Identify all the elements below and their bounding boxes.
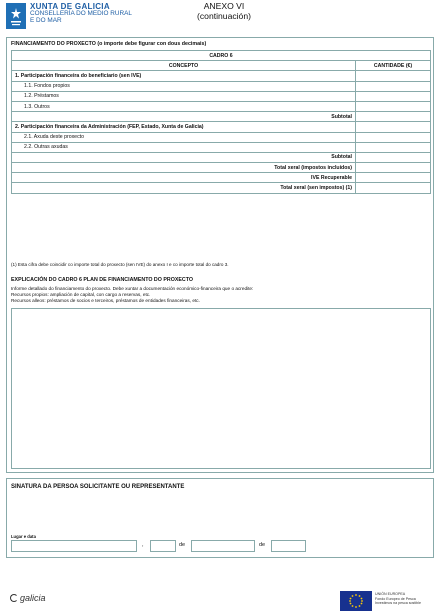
xunta-logo-icon: [6, 3, 26, 29]
table-row: [12, 163, 431, 173]
de-separator: de: [179, 542, 186, 548]
place-date-label: Lugar e data: [11, 534, 36, 539]
org-block: [30, 3, 132, 24]
amount-cell[interactable]: [356, 183, 431, 193]
amount-cell[interactable]: [356, 91, 431, 101]
row-label: 1. Participación financeira do beneficiario (sen IVE): [12, 71, 356, 81]
galicia-logo: [10, 593, 46, 603]
financing-section: [6, 37, 434, 473]
table-row: [12, 132, 431, 142]
page-header: [4, 2, 434, 34]
table-row: [12, 183, 431, 193]
amount-cell[interactable]: [356, 152, 431, 162]
eu-flag-icon: [340, 591, 372, 611]
de-separator: de: [259, 542, 266, 548]
annex-heading: [174, 2, 274, 21]
table-row: [12, 101, 431, 111]
row-label: 2.2. Outras axudas: [12, 142, 356, 152]
org-name: XUNTA DE GALICIA: [30, 2, 110, 11]
table-row: [12, 112, 431, 122]
table-row: [12, 142, 431, 152]
amount-cell[interactable]: [356, 71, 431, 81]
galicia-mark-icon: [10, 594, 18, 602]
galicia-wordmark: galicia: [20, 593, 46, 603]
place-field[interactable]: [11, 540, 137, 552]
amount-cell[interactable]: [356, 112, 431, 122]
financing-title: FINANCIAMENTO DO PROXECTO (o importe debe figurar con dous decimais): [11, 41, 207, 47]
row-label: Total xeral (impostos incluídos): [12, 163, 356, 173]
comma-separator: ,: [142, 542, 144, 548]
row-label: Subtotal: [12, 112, 356, 122]
financing-table: [11, 50, 431, 194]
amount-cell[interactable]: [356, 173, 431, 183]
explanation-title: EXPLICACIÓN DO CADRO 6 PLAN DE FINANCIAMENTO DO PROXECTO: [11, 277, 193, 283]
table-row: [12, 152, 431, 162]
eu-caption: [375, 592, 435, 606]
footnote: (1) Esta cifra debe coincidir co importe total do proxecto (sen IVE) do anexo I e co importe total do cadro 3.: [11, 262, 229, 267]
table-row: [12, 91, 431, 101]
org-line1: CONSELLERÍA DO MEDIO RURAL: [30, 10, 132, 17]
col-concept-header: CONCEPTO: [12, 61, 356, 71]
signature-section: [6, 478, 434, 558]
row-label: 1.2. Préstamos: [12, 91, 356, 101]
amount-cell[interactable]: [356, 132, 431, 142]
annex-title: ANEXO VI: [203, 1, 245, 11]
row-label: 1.1. Fondos propios: [12, 81, 356, 91]
explanation-instructions: [11, 286, 253, 303]
row-label: 2. Participación financeira da Administración (FEP, Estado, Xunta de Galicia): [12, 122, 356, 132]
row-label: 1.3. Outros: [12, 101, 356, 111]
row-label: Subtotal: [12, 152, 356, 162]
table-row: [12, 122, 431, 132]
amount-cell[interactable]: [356, 81, 431, 91]
day-field[interactable]: [150, 540, 176, 552]
explanation-textarea[interactable]: [11, 308, 431, 469]
org-line2: E DO MAR: [30, 17, 62, 24]
explanation-line: Informe detallado do financiamento do proxecto. Debe xuntar a documentación económico-financeira que o acredite:: [11, 286, 254, 291]
row-label: Total xeral (sen impostos) (1): [12, 183, 356, 193]
eu-line: Fondo Europeo de Pesca: [375, 596, 416, 601]
signature-title: SINATURA DA PERSOA SOLICITANTE OU REPRESENTANTE: [11, 484, 185, 490]
col-amount-header: CANTIDADE (€): [356, 61, 431, 71]
annex-subtitle: (continuación): [197, 10, 251, 21]
table-row: [12, 81, 431, 91]
amount-cell[interactable]: [356, 122, 431, 132]
page-footer: [6, 588, 434, 612]
table-row: [12, 71, 431, 81]
explanation-line: Recursos alleos: préstamos de socios e terceiros, préstamos de entidades financeiras, etc.: [11, 297, 200, 303]
eu-line: UNIÓN EUROPEA: [375, 592, 406, 596]
amount-cell[interactable]: [356, 101, 431, 111]
explanation-line: Recursos propios: ampliación de capital, con cargo a reservas, etc.: [11, 291, 151, 297]
amount-cell[interactable]: [356, 163, 431, 173]
amount-cell[interactable]: [356, 142, 431, 152]
eu-line: Investimos na pesca sostible: [375, 601, 421, 605]
table-row: [12, 173, 431, 183]
year-field[interactable]: [271, 540, 306, 552]
row-label: 2.1. Axuda deste proxecto: [12, 132, 356, 142]
table-title: CADRO 6: [12, 51, 431, 61]
month-field[interactable]: [191, 540, 255, 552]
row-label: IVE Recuperable: [12, 173, 356, 183]
